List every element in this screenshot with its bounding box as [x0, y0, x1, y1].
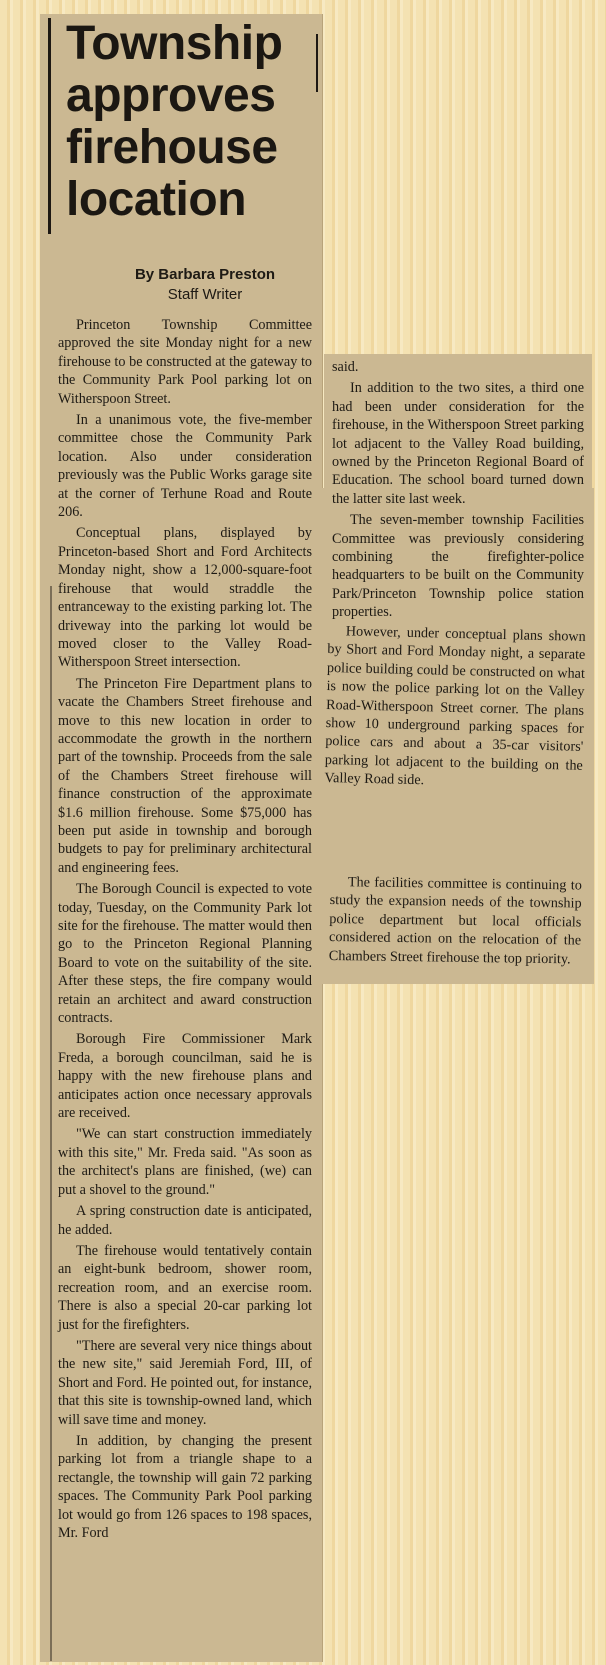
headline-line: approves — [66, 69, 276, 122]
article-paragraph: The facilities committee is continuing to study the expansion needs of the township police department but local officials considered action on the relocation of the Chambers Street firehouse the top priority. — [328, 874, 582, 967]
headline-line: Township — [66, 17, 283, 70]
article-paragraph: However, under conceptual plans shown by Short and Ford Monday night, a separate police building could be constructed on what is now the police parking lot on the Valley Road-Witherspoon Street corner. The plans show 10 underground parking spaces for police cars and about a 35-car visitors' parking lot adjacent to the building on the Valley Road side. — [324, 623, 586, 789]
headline — [66, 18, 316, 226]
article-column-1 — [58, 316, 312, 1545]
article-paragraph: said. — [332, 359, 359, 375]
article-paragraph: "We can start construction immediately with this site," Mr. Freda said. "As soon as the architect's plans are finished, (we) can put a shovel to the ground." — [58, 1126, 312, 1198]
article-paragraph: The Borough Council is expected to vote today, Tuesday, on the Community Park lot site for the firehouse. The matter would then go to the Princeton Regional Planning Board to vote on the suitability of the site. After these steps, the fire company would retain an architect and award construction contracts. — [58, 881, 312, 1027]
column-rule — [50, 586, 52, 1661]
article-paragraph: The Princeton Fire Department plans to vacate the Chambers Street firehouse and move to this new location in order to accommodate the growth in the northern part of the township. Proceeds from the sale of the Chambers Street firehouse will finance construction of the approximate $1.6 million firehouse. Some $75,000 has been put aside in township and borough budgets to pay for preliminary architectural and engineering fees. — [58, 675, 312, 876]
byline-author: By Barbara Preston — [134, 266, 276, 283]
byline-role: Staff Writer — [167, 286, 243, 303]
article-paragraph: In addition to the two sites, a third one had been under consideration for the firehouse, in the Witherspoon Street parking lot adjacent to the Valley Road building, owned by the Princeton Regional Board of Education. The school board turned down the latter site last week. — [332, 380, 584, 507]
byline — [100, 265, 310, 305]
headline-rule-right — [316, 34, 318, 92]
article-paragraph: Borough Fire Commissioner Mark Freda, a borough councilman, said he is happy with the new firehouse plans and anticipates action once necessary approvals are received. — [58, 1031, 312, 1122]
headline-line: firehouse — [66, 121, 278, 174]
article-paragraph: In a unanimous vote, the five-member committee chose the Community Park location. Also under consideration previously was the Public Works garage site at the corner of Terhune Road and Route 206. — [58, 412, 312, 521]
article-paragraph: Princeton Township Committee approved the site Monday night for a new firehouse to be constructed at the gateway to the Community Park Pool parking lot on Witherspoon Street. — [58, 317, 312, 407]
article-paragraph: The seven-member township Facilities Committee was previously considering combining the firefighter-police headquarters to be built on the Community Park/Princeton Township police station properties. — [332, 512, 584, 621]
article-paragraph: The firehouse would tentatively contain an eight-bunk bedroom, shower room, recreation room, and an exercise room. There is also a special 20-car parking lot just for the firefighters. — [58, 1242, 312, 1333]
article-column-2-middle — [324, 622, 586, 796]
article-column-2-end — [329, 873, 582, 972]
headline-rule-left — [48, 18, 51, 234]
article-paragraph: Conceptual plans, displayed by Princeton-based Short and Ford Architects Monday night, show a 12,000-square-foot firehouse that would straddle the entranceway to the existing parking lot. The driveway into the parking lot would be moved closer to the Valley Road-Witherspoon Street intersection. — [58, 525, 312, 671]
article-paragraph: A spring construction date is anticipated, he added. — [58, 1203, 312, 1238]
article-paragraph: "There are several very nice things about the new site," said Jeremiah Ford, III, of Short and Ford. He pointed out, for instance, that this site is township-owned land, which will save time and money. — [58, 1337, 312, 1428]
headline-line: location — [66, 173, 247, 226]
article-column-2-top — [332, 358, 584, 625]
article-paragraph: In addition, by changing the present parking lot from a triangle shape to a rectangle, the township will gain 72 parking spaces. The Community Park Pool parking lot would go from 126 spaces to 198 spaces, Mr. Ford — [58, 1432, 312, 1541]
